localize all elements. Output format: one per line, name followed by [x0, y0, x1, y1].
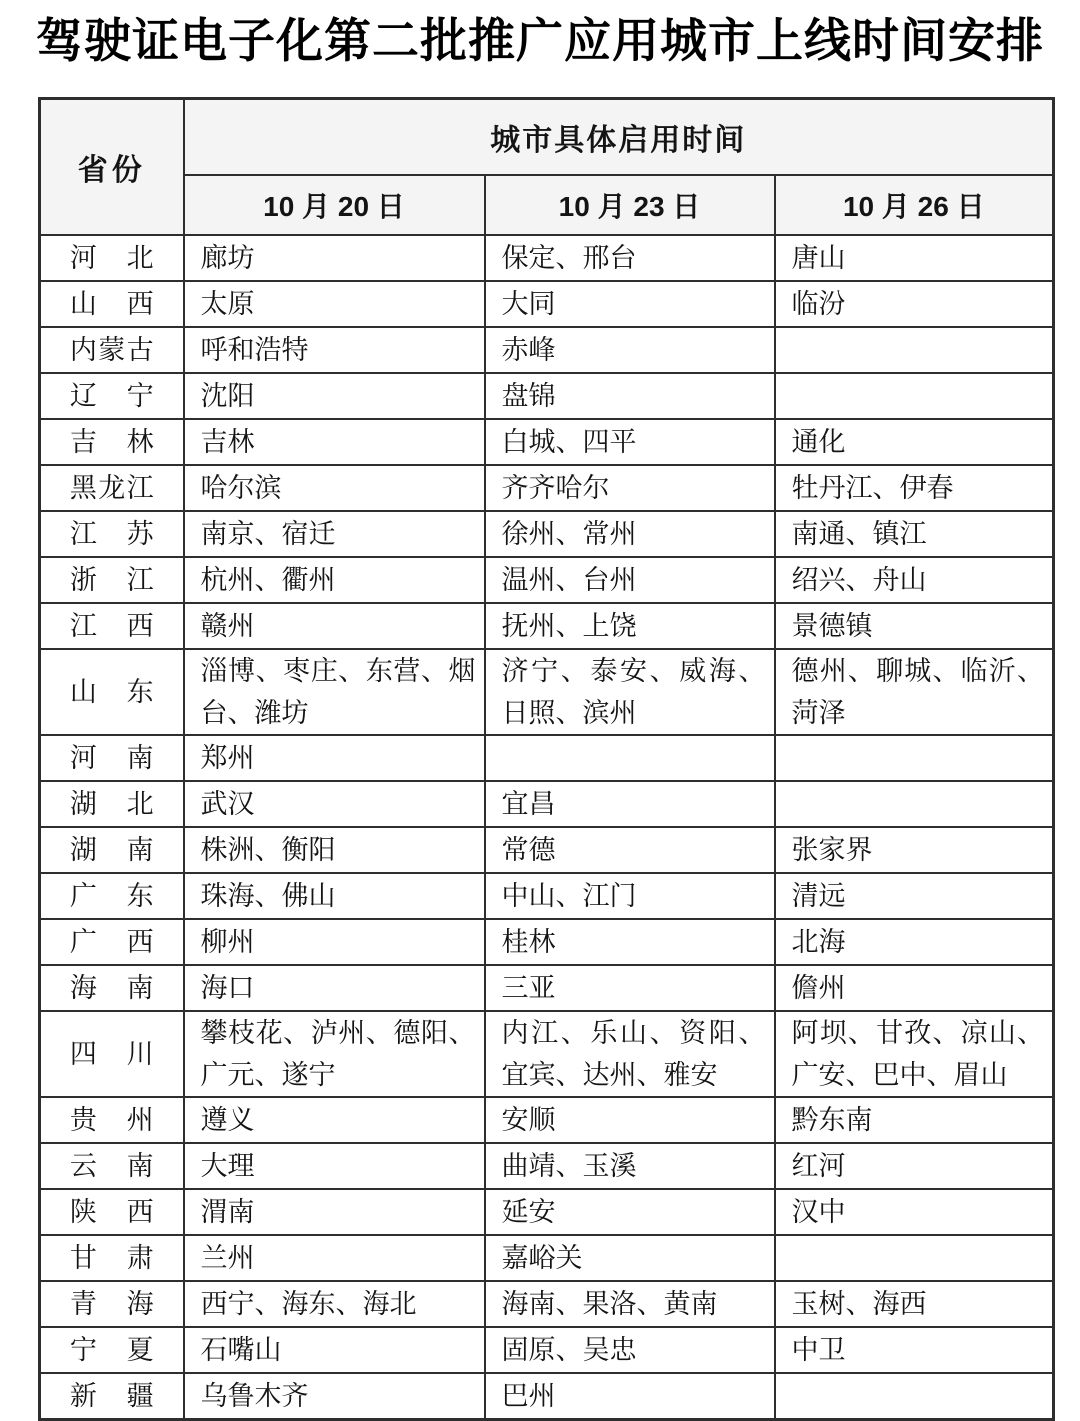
city-list-cell: 海南、果洛、黄南 — [485, 1281, 775, 1327]
table-row — [40, 511, 1054, 557]
city-list-cell: 南通、镇江 — [775, 511, 1054, 557]
table-row — [40, 1281, 1054, 1327]
province-name: 贵州 — [69, 1104, 154, 1135]
city-list-cell: 内江、乐山、资阳、宜宾、达州、雅安 — [485, 1011, 775, 1097]
city-list-cell: 唐山 — [775, 235, 1054, 281]
province-name: 甘肃 — [69, 1242, 154, 1273]
city-list-cell: 攀枝花、泸州、德阳、广元、遂宁 — [184, 1011, 485, 1097]
province-name: 广东 — [69, 880, 154, 911]
city-list-cell: 大理 — [184, 1143, 485, 1189]
city-list-cell — [485, 735, 775, 781]
city-list-cell: 巴州 — [485, 1373, 775, 1420]
province-cell — [40, 781, 184, 827]
city-list-cell: 牡丹江、伊春 — [775, 465, 1054, 511]
table-row — [40, 603, 1054, 649]
city-list-cell: 中卫 — [775, 1327, 1054, 1373]
header-row-group — [40, 99, 1054, 175]
city-list-cell: 阿坝、甘孜、凉山、广安、巴中、眉山 — [775, 1011, 1054, 1097]
province-name: 云南 — [69, 1150, 154, 1181]
city-list-cell: 郑州 — [184, 735, 485, 781]
city-list-cell: 清远 — [775, 873, 1054, 919]
city-list-cell: 吉林 — [184, 419, 485, 465]
date-column-header-oct23: 10 月 23 日 — [485, 175, 775, 235]
city-list-cell: 西宁、海东、海北 — [184, 1281, 485, 1327]
province-name: 内蒙古 — [69, 334, 154, 365]
province-cell — [40, 919, 184, 965]
province-cell — [40, 235, 184, 281]
province-name: 海南 — [69, 972, 154, 1003]
province-name: 湖北 — [69, 788, 154, 819]
city-list-cell: 曲靖、玉溪 — [485, 1143, 775, 1189]
city-list-cell — [775, 1373, 1054, 1420]
province-column-header: 省份 — [40, 99, 184, 235]
table-row — [40, 965, 1054, 1011]
city-list-cell: 保定、邢台 — [485, 235, 775, 281]
city-list-cell: 海口 — [184, 965, 485, 1011]
province-cell — [40, 827, 184, 873]
city-list-cell: 齐齐哈尔 — [485, 465, 775, 511]
city-list-cell: 遵义 — [184, 1097, 485, 1143]
city-list-cell: 红河 — [775, 1143, 1054, 1189]
province-cell — [40, 603, 184, 649]
province-cell — [40, 649, 184, 735]
province-cell — [40, 465, 184, 511]
city-list-cell: 乌鲁木齐 — [184, 1373, 485, 1420]
city-list-cell: 通化 — [775, 419, 1054, 465]
table-row — [40, 373, 1054, 419]
table-row — [40, 1327, 1054, 1373]
city-launch-schedule-table — [38, 97, 1055, 1421]
city-list-cell: 儋州 — [775, 965, 1054, 1011]
city-list-cell: 嘉峪关 — [485, 1235, 775, 1281]
province-name: 山东 — [69, 676, 154, 707]
city-list-cell: 白城、四平 — [485, 419, 775, 465]
city-list-cell: 沈阳 — [184, 373, 485, 419]
province-cell — [40, 873, 184, 919]
province-cell — [40, 1011, 184, 1097]
province-name: 广西 — [69, 926, 154, 957]
table-row — [40, 327, 1054, 373]
city-list-cell: 固原、吴忠 — [485, 1327, 775, 1373]
province-name: 青海 — [69, 1288, 154, 1319]
table-row — [40, 465, 1054, 511]
city-list-cell: 北海 — [775, 919, 1054, 965]
city-list-cell: 杭州、衢州 — [184, 557, 485, 603]
city-list-cell: 赤峰 — [485, 327, 775, 373]
city-list-cell: 绍兴、舟山 — [775, 557, 1054, 603]
table-row — [40, 827, 1054, 873]
city-list-cell: 大同 — [485, 281, 775, 327]
province-name: 宁夏 — [69, 1334, 154, 1365]
city-list-cell — [775, 1235, 1054, 1281]
activation-time-group-header: 城市具体启用时间 — [184, 99, 1054, 175]
city-list-cell: 徐州、常州 — [485, 511, 775, 557]
city-list-cell: 桂林 — [485, 919, 775, 965]
province-cell — [40, 1143, 184, 1189]
table-row — [40, 649, 1054, 735]
table-row — [40, 781, 1054, 827]
province-cell — [40, 1281, 184, 1327]
city-list-cell: 淄博、枣庄、东营、烟台、潍坊 — [184, 649, 485, 735]
city-list-cell: 抚州、上饶 — [485, 603, 775, 649]
city-list-cell: 廊坊 — [184, 235, 485, 281]
city-list-cell: 中山、江门 — [485, 873, 775, 919]
city-list-cell: 宜昌 — [485, 781, 775, 827]
province-name: 黑龙江 — [69, 472, 154, 503]
city-list-cell: 柳州 — [184, 919, 485, 965]
city-list-cell: 珠海、佛山 — [184, 873, 485, 919]
table-row — [40, 1235, 1054, 1281]
province-name: 辽宁 — [69, 380, 154, 411]
city-list-cell: 张家界 — [775, 827, 1054, 873]
province-cell — [40, 1235, 184, 1281]
table-row — [40, 735, 1054, 781]
province-name: 湖南 — [69, 834, 154, 865]
table-row — [40, 235, 1054, 281]
province-name: 河北 — [69, 242, 154, 273]
province-name: 新疆 — [69, 1380, 154, 1411]
table-row — [40, 919, 1054, 965]
province-cell — [40, 1327, 184, 1373]
province-cell — [40, 557, 184, 603]
province-name: 江苏 — [69, 518, 154, 549]
table-header — [40, 99, 1054, 235]
city-list-cell: 武汉 — [184, 781, 485, 827]
city-list-cell: 赣州 — [184, 603, 485, 649]
province-name: 吉林 — [69, 426, 154, 457]
city-list-cell: 安顺 — [485, 1097, 775, 1143]
city-list-cell: 常德 — [485, 827, 775, 873]
province-name: 山西 — [69, 288, 154, 319]
province-cell — [40, 327, 184, 373]
city-list-cell: 太原 — [184, 281, 485, 327]
province-cell — [40, 1189, 184, 1235]
province-cell — [40, 735, 184, 781]
city-list-cell: 黔东南 — [775, 1097, 1054, 1143]
city-list-cell: 汉中 — [775, 1189, 1054, 1235]
city-list-cell: 兰州 — [184, 1235, 485, 1281]
table-row — [40, 1373, 1054, 1420]
province-cell — [40, 373, 184, 419]
page-title: 驾驶证电子化第二批推广应用城市上线时间安排 — [36, 16, 1044, 68]
city-list-cell: 温州、台州 — [485, 557, 775, 603]
province-name: 浙江 — [69, 564, 154, 595]
city-list-cell: 三亚 — [485, 965, 775, 1011]
province-cell — [40, 419, 184, 465]
province-cell — [40, 1097, 184, 1143]
city-list-cell — [775, 373, 1054, 419]
table-row — [40, 1189, 1054, 1235]
city-list-cell: 盘锦 — [485, 373, 775, 419]
table-row — [40, 1011, 1054, 1097]
table-row — [40, 873, 1054, 919]
province-name: 河南 — [69, 742, 154, 773]
table-row — [40, 1143, 1054, 1189]
date-column-header-oct20: 10 月 20 日 — [184, 175, 485, 235]
table-row — [40, 557, 1054, 603]
header-row-dates — [40, 175, 1054, 235]
city-list-cell: 临汾 — [775, 281, 1054, 327]
province-cell — [40, 965, 184, 1011]
city-list-cell: 石嘴山 — [184, 1327, 485, 1373]
city-list-cell: 哈尔滨 — [184, 465, 485, 511]
table-row — [40, 419, 1054, 465]
city-list-cell — [775, 781, 1054, 827]
province-cell — [40, 281, 184, 327]
city-list-cell: 景德镇 — [775, 603, 1054, 649]
city-list-cell: 济宁、泰安、威海、日照、滨州 — [485, 649, 775, 735]
city-list-cell: 株洲、衡阳 — [184, 827, 485, 873]
city-list-cell: 渭南 — [184, 1189, 485, 1235]
province-cell — [40, 511, 184, 557]
city-list-cell: 玉树、海西 — [775, 1281, 1054, 1327]
province-name: 四川 — [69, 1038, 154, 1069]
city-list-cell — [775, 327, 1054, 373]
city-list-cell — [775, 735, 1054, 781]
province-name: 江西 — [69, 610, 154, 641]
table-row — [40, 281, 1054, 327]
table-body — [40, 235, 1054, 1420]
city-list-cell: 延安 — [485, 1189, 775, 1235]
table-row — [40, 1097, 1054, 1143]
city-list-cell: 德州、聊城、临沂、菏泽 — [775, 649, 1054, 735]
date-column-header-oct26: 10 月 26 日 — [775, 175, 1054, 235]
city-list-cell: 南京、宿迁 — [184, 511, 485, 557]
city-list-cell: 呼和浩特 — [184, 327, 485, 373]
province-cell — [40, 1373, 184, 1420]
province-name: 陕西 — [69, 1196, 154, 1227]
